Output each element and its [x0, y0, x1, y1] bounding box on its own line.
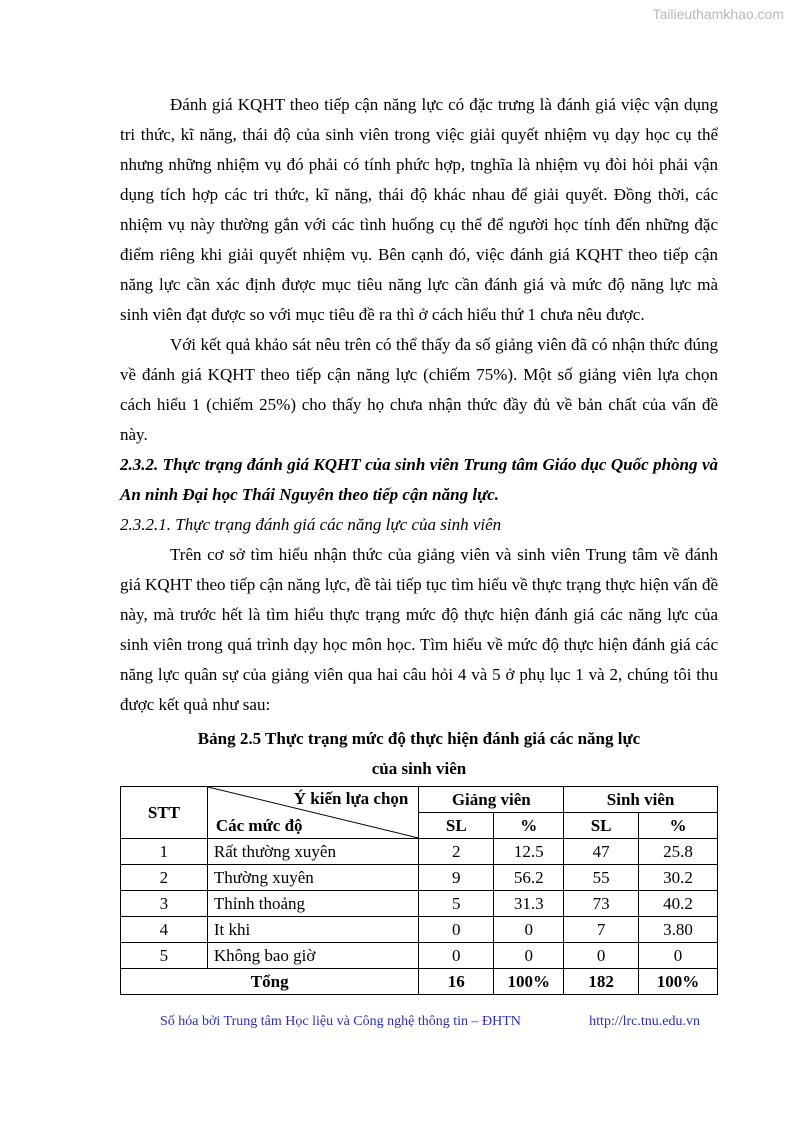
table-row: [121, 865, 718, 891]
paragraph-2: Với kết quả khảo sát nêu trên có thể thấy đa số giảng viên đã có nhận thức đúng về đánh giá KQHT theo tiếp cận năng lực (chiếm 75%). Một số giảng viên lựa chọn cách hiểu 1 (chiếm 25%) cho thấy họ chưa nhận thức đầy đủ về bản chất của vấn đề này.: [120, 335, 718, 444]
header-stt: STT: [121, 787, 208, 839]
cell-stt: 2: [121, 865, 208, 891]
header-opinion: Ý kiến lựa chọn: [293, 789, 409, 808]
cell-gv-pct: 0: [494, 943, 564, 969]
footer-link[interactable]: http://lrc.tnu.edu.vn: [589, 1014, 700, 1029]
cell-stt: 1: [121, 839, 208, 865]
total-gv-sl: 16: [419, 969, 494, 995]
subsection-heading: 2.3.2.1. Thực trạng đánh giá các năng lực của sinh viên: [120, 515, 502, 534]
table-title: [120, 724, 718, 784]
total-label: Tổng: [121, 969, 419, 995]
header-student-pct: %: [639, 813, 718, 839]
cell-gv-sl: 9: [419, 865, 494, 891]
cell-sv-pct: 25.8: [639, 839, 718, 865]
cell-gv-sl: 0: [419, 943, 494, 969]
cell-gv-sl: 2: [419, 839, 494, 865]
cell-gv-pct: 56.2: [494, 865, 564, 891]
header-lecturer: Giảng viên: [419, 787, 564, 813]
cell-level: Thường xuyên: [207, 865, 419, 891]
table-row: [121, 917, 718, 943]
table-title-line-2: của sinh viên: [371, 759, 467, 778]
cell-level: It khi: [207, 917, 419, 943]
paragraph-1: Đánh giá KQHT theo tiếp cận năng lực có đặc trưng là đánh giá việc vận dụng tri thức, kĩ năng, thái độ của sinh viên trong việc giải quyết nhiệm vụ dạy học cụ thể nhưng những nhiệm vụ đó phải có tính phức hợp, tnghĩa là nhiệm vụ đòi hỏi phải vận dụng tích hợp các tri thức, kĩ năng, thái độ khác nhau để giải quyết. Đồng thời, các nhiệm vụ này thường gắn với các tình huống cụ thể để người học tính đến những đặc điểm riêng khi giải quyết nhiệm vụ. Bên cạnh đó, việc đánh giá KQHT theo tiếp cận năng lực cần xác định được mục tiêu năng lực cần đánh giá và mức độ năng lực mà sinh viên đạt được so với mục tiêu đề ra thì ở cách hiểu thứ 1 chưa nêu được.: [120, 95, 718, 324]
watermark: Tailieuthamkhao.com: [652, 6, 784, 22]
total-sv-pct: 100%: [639, 969, 718, 995]
cell-sv-sl: 7: [564, 917, 639, 943]
cell-gv-sl: 5: [419, 891, 494, 917]
total-sv-sl: 182: [564, 969, 639, 995]
cell-sv-sl: 55: [564, 865, 639, 891]
cell-gv-pct: 0: [494, 917, 564, 943]
cell-level: Rất thường xuyên: [207, 839, 419, 865]
cell-sv-pct: 40.2: [639, 891, 718, 917]
header-diagonal-cell: [207, 787, 419, 839]
cell-gv-pct: 12.5: [494, 839, 564, 865]
total-gv-pct: 100%: [494, 969, 564, 995]
table-row: [121, 839, 718, 865]
cell-sv-pct: 30.2: [639, 865, 718, 891]
table-header-row-1: [121, 787, 718, 813]
cell-sv-sl: 0: [564, 943, 639, 969]
table-title-line-1: Bảng 2.5 Thực trạng mức độ thực hiện đánh giá các năng lực: [197, 729, 641, 748]
paragraph-3: Trên cơ sở tìm hiểu nhận thức của giảng viên và sinh viên Trung tâm về đánh giá KQHT theo tiếp cận năng lực, đề tài tiếp tục tìm hiểu về thực trạng thực hiện vấn đề này, mà trước hết là tìm hiểu thực trạng mức độ thực hiện đánh giá các năng lực của sinh viên trong quá trình dạy học môn học. Tìm hiểu về mức độ thực hiện đánh giá các năng lực quân sự của giảng viên qua hai câu hỏi 4 và 5 ở phụ lục 1 và 2, chúng tôi thu được kết quả như sau:: [120, 545, 718, 714]
cell-stt: 5: [121, 943, 208, 969]
page-footer: [160, 1014, 700, 1030]
header-student-sl: SL: [564, 813, 639, 839]
footer-credit: Số hóa bởi Trung tâm Học liệu và Công nghệ thông tin – ĐHTN: [160, 1014, 521, 1029]
cell-sv-sl: 73: [564, 891, 639, 917]
cell-gv-pct: 31.3: [494, 891, 564, 917]
cell-level: Không bao giờ: [207, 943, 419, 969]
table-row: [121, 943, 718, 969]
table-total-row: [121, 969, 718, 995]
table-row: [121, 891, 718, 917]
header-lecturer-sl: SL: [419, 813, 494, 839]
cell-sv-pct: 0: [639, 943, 718, 969]
cell-sv-sl: 47: [564, 839, 639, 865]
header-levels: Các mức độ: [215, 816, 303, 835]
cell-stt: 4: [121, 917, 208, 943]
section-heading: 2.3.2. Thực trạng đánh giá KQHT của sinh viên Trung tâm Giáo dục Quốc phòng và An ninh Đại học Thái Nguyên theo tiếp cận năng lực.: [120, 455, 718, 504]
document-body: [120, 90, 718, 995]
cell-stt: 3: [121, 891, 208, 917]
cell-level: Thỉnh thoảng: [207, 891, 419, 917]
results-table: [120, 786, 718, 995]
header-lecturer-pct: %: [494, 813, 564, 839]
cell-gv-sl: 0: [419, 917, 494, 943]
header-student: Sinh viên: [564, 787, 718, 813]
cell-sv-pct: 3.80: [639, 917, 718, 943]
